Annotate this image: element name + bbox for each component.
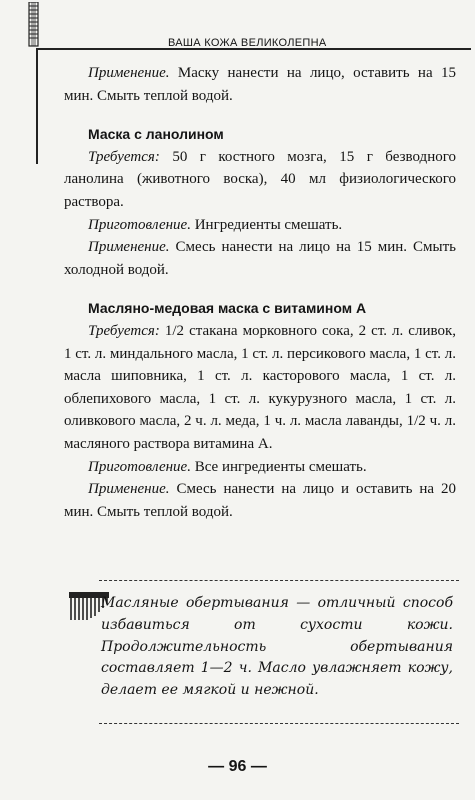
lanolin-requires-label: Требуется: bbox=[88, 148, 160, 165]
section-title-honey: Масляно-медовая маска с витамином А bbox=[88, 300, 367, 317]
honey-requires-label: Требуется: bbox=[88, 322, 160, 339]
lanolin-apply-text: Смесь нанести на лицо на 15 мин. Смыть холодной водой. bbox=[64, 239, 456, 278]
lanolin-requires bbox=[64, 146, 456, 214]
section-title-lanolin: Маска с ланолином bbox=[88, 126, 224, 143]
margin-rule-vertical bbox=[36, 48, 38, 164]
tip-note: Масляные обертывания — отличный способ избавиться от сухости кожи. Продолжительность обертывания составляет 1—2 ч. Масло увлажняет кожу, делает ее мягкой и нежной. bbox=[101, 595, 453, 699]
note-rule-top bbox=[99, 580, 459, 581]
honey-prep-label: Приготовление. bbox=[88, 458, 191, 475]
honey-requires-text: 1/2 стакана морковного сока, 2 ст. л. сливок, 1 ст. л. миндального масла, 1 ст. л. персикового масла, 1 ст. л. масла шиповника, 1 ст. л. касторового масла, 1 ст. л. облепихового масла, 1 ст. л. кукурузного масла, 1 ст. л. оливкового масла, 2 ч. л. меда, 1 ч. л. масла лаванды, 1/2 ч. л. масляного раствора витамина А. bbox=[64, 322, 456, 452]
intro-text: Маску нанести на лицо, оставить на 15 мин. Смыть теплой водой. bbox=[64, 65, 456, 104]
lanolin-prep bbox=[64, 214, 456, 237]
page-number: — 96 — bbox=[208, 758, 267, 775]
intro-label: Применение. bbox=[88, 65, 170, 81]
lanolin-requires-text: 50 г костного мозга, 15 г безводного ланолина (животного воска), 40 мл физиологического раствора. bbox=[64, 148, 456, 210]
honey-apply bbox=[64, 478, 456, 523]
honey-requires bbox=[64, 320, 456, 456]
honey-prep bbox=[64, 456, 456, 479]
lanolin-prep-label: Приготовление. bbox=[88, 216, 191, 233]
honey-apply-text: Смесь нанести на лицо и оставить на 20 мин. Смыть теплой водой. bbox=[64, 481, 456, 520]
honey-prep-text: Все ингредиенты смешать. bbox=[190, 458, 367, 475]
honey-apply-label: Применение. bbox=[88, 481, 170, 498]
toothbrush-icon bbox=[14, 2, 48, 48]
lanolin-prep-text: Ингредиенты смешать. bbox=[190, 216, 343, 233]
running-title: ВАША КОЖА ВЕЛИКОЛЕПНА bbox=[168, 37, 327, 49]
intro-paragraph bbox=[64, 62, 456, 107]
lanolin-apply-label: Применение. bbox=[88, 239, 170, 256]
page-body bbox=[64, 62, 456, 523]
note-rule-bottom bbox=[99, 723, 459, 724]
lanolin-apply bbox=[64, 236, 456, 281]
